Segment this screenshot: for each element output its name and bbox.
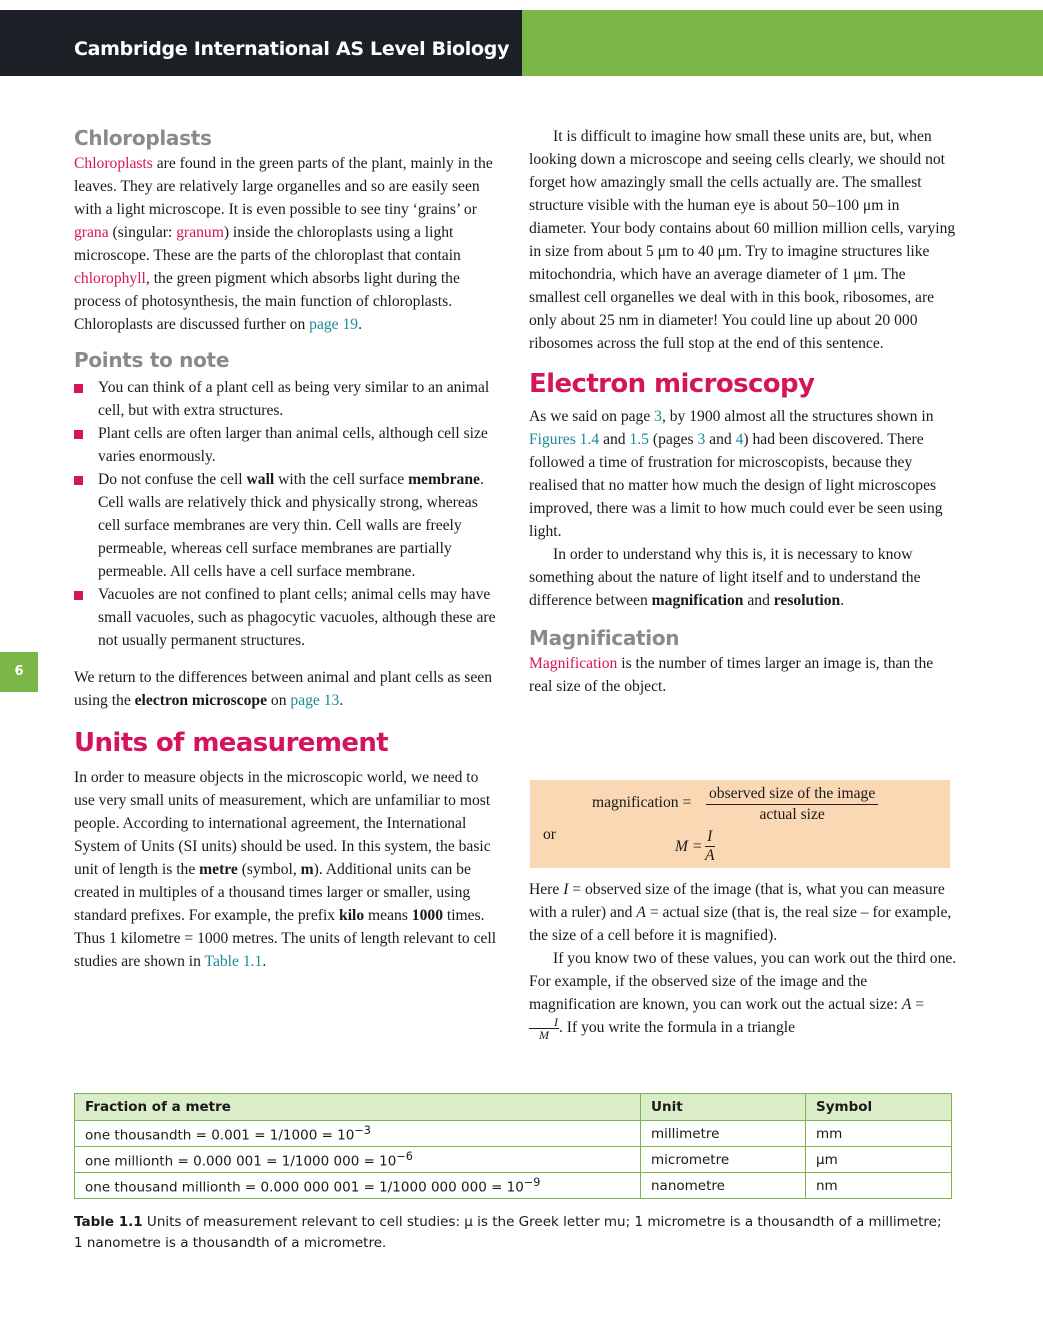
here-paragraph: Here I = observed size of the image (that is, what you can measure with a ruler) and A = actual size (that is, the real size – for example, the size of a cell before it is magnified). xyxy=(529,881,952,944)
list-item: Plant cells are often larger than animal cells, although cell size varies enormously. xyxy=(74,422,500,468)
list-item: You can think of a plant cell as being very similar to an animal cell, but with extra structures. xyxy=(74,376,500,422)
formula-i-over-a: I A xyxy=(705,828,715,864)
if-paragraph: If you know two of these values, you can work out the third one. For example, if the observed size of the image and the magnification are known, you can work out the actual size: A = $\frac{I}{M}$. If you write the formula in a triangle xyxy=(529,950,957,1042)
units-paragraph: In order to measure objects in the microscopic world, we need to use very small units of measurement, which are unfamiliar to most people. According to international agreement, the International System of Units (SI units) should be used. In this system, the basic unit of length is the metre (symbol, m). Additional units can be created in multiples of a thousand times larger or smaller, using standard prefixes. For example, the prefix kilo means 1000 times. Thus 1 kilometre = 1000 metres. The units of length relevant to cell studies are shown in Table 1.1. xyxy=(74,769,497,970)
header-fraction: Fraction of a metre xyxy=(75,1094,641,1121)
electron-microscopy-paragraph: As we said on page 3, by 1900 almost all the structures shown in Figures 1.4 and 1.5 (pages 3 and 4) had been discovered. There followed a time of frustration for microscopists, because they realised that no matter how much the design of light microscopes improved, there was a limit to how much could ever be seen using light. xyxy=(529,408,943,540)
chloroplasts-paragraph: Chloroplasts are found in the green parts of the plant, mainly in the leaves. They are relatively large organelles and so are easily seen with a light microscope. It is even possible to see tiny ‘grains’ or grana (singular: granum) inside the chloroplasts using a light microscope. These are the parts of the chloroplast that contain chlorophyll, the green pigment which absorbs light during the process of photosynthesis, the main function of chloroplasts. Chloroplasts are discussed further on page 19. xyxy=(74,155,493,333)
page-3-link[interactable]: 3 xyxy=(654,408,662,425)
page-4-link[interactable]: 4 xyxy=(735,431,744,448)
formula-m-lhs: M = xyxy=(675,838,703,855)
magnification-paragraph: Magnification is the number of times larger an image is, than the real size of the object. xyxy=(529,655,934,695)
header-accent-bar xyxy=(522,10,1043,76)
table-caption: Table 1.1 Units of measurement relevant to cell studies: μ is the Greek letter mu; 1 micrometre is a thousandth of a millimetre; 1 nanometre is a thousandth of a micrometre. xyxy=(74,1214,942,1251)
page-19-link[interactable]: page 19 xyxy=(309,316,359,333)
table-header-row xyxy=(75,1094,952,1121)
formula-box xyxy=(530,780,950,868)
formula-label: magnification = xyxy=(592,794,692,811)
points-heading: Points to note xyxy=(74,348,230,372)
units-heading: Units of measurement xyxy=(74,728,389,758)
header-symbol: Symbol xyxy=(806,1094,952,1121)
magnification-heading: Magnification xyxy=(529,626,680,650)
table-row: one millionth = 0.000 001 = 1/1000 $000 = 10^{-6}$ micrometre μm xyxy=(75,1147,952,1173)
list-item: Vacuoles are not confined to plant cells; animal cells may have small vacuoles, such as phagocytic vacuoles, although these are not usually permanent structures. xyxy=(74,583,500,652)
right-column xyxy=(529,125,957,698)
right-column-lower xyxy=(529,878,957,1041)
list-item: Do not confuse the cell wall with the cell surface membrane. Cell walls are relatively thick and physically strong, whereas cell surface membranes are very thin. Cell walls are freely permeable, whereas cell surface membranes are partially permeable. All cells have a cell surface membrane. xyxy=(74,468,500,583)
figures-1-4-link[interactable]: Figures 1.4 xyxy=(529,431,600,448)
formula-or: or xyxy=(543,826,556,843)
return-paragraph: We return to the differences between animal and plant cells as seen using the electron microscope on page 13. xyxy=(74,669,493,709)
table-1-1-link[interactable]: Table 1.1 xyxy=(204,953,263,970)
units-table xyxy=(74,1093,952,1199)
table-row: one thousandth = $0.001 = 1/1000 = 10^{-3}$ millimetre mm xyxy=(75,1121,952,1147)
resolution-paragraph: In order to understand why this is, it is necessary to know something about the nature of light itself and to understand the difference between magnification and resolution. xyxy=(529,546,921,609)
electron-microscopy-heading: Electron microscopy xyxy=(529,369,815,399)
left-column xyxy=(74,124,500,973)
page-3-link[interactable]: 3 xyxy=(697,431,706,448)
small-units-paragraph: It is difficult to imagine how small these units are, but, when looking down a microscope and seeing cells clearly, we should not forget how amazingly small the cells actually are. The smallest structure visible with the human eye is about 50–100 μm in diameter. Your body contains about 60 million million cells, varying in size from about 5 μm to 40 μm. Try to imagine structures like mitochondria, which have an average diameter of 1 μm. The smallest cell organelles we deal with in this book, ribosomes, are only about 25 nm in diameter! You could line up about 20 000 ribosomes across the full stop at the end of this sentence. xyxy=(529,128,956,352)
page-13-link[interactable]: page 13 xyxy=(290,692,340,709)
chloroplasts-heading: Chloroplasts xyxy=(74,126,212,150)
book-title: Cambridge International AS Level Biology xyxy=(74,38,510,60)
table-row: one thousand millionth = 0.000 000 001 = 1/1000 000 $000 = 10^{-9}$ nanometre nm xyxy=(75,1173,952,1199)
inline-fraction: $\frac{I}{M}$ xyxy=(529,1016,559,1041)
header-unit: Unit xyxy=(641,1094,806,1121)
figure-1-5-link[interactable]: 1.5 xyxy=(629,431,649,448)
page-number: 6 xyxy=(14,664,24,679)
formula-fraction: observed size of the image actual size xyxy=(706,784,878,825)
points-list xyxy=(74,376,500,652)
